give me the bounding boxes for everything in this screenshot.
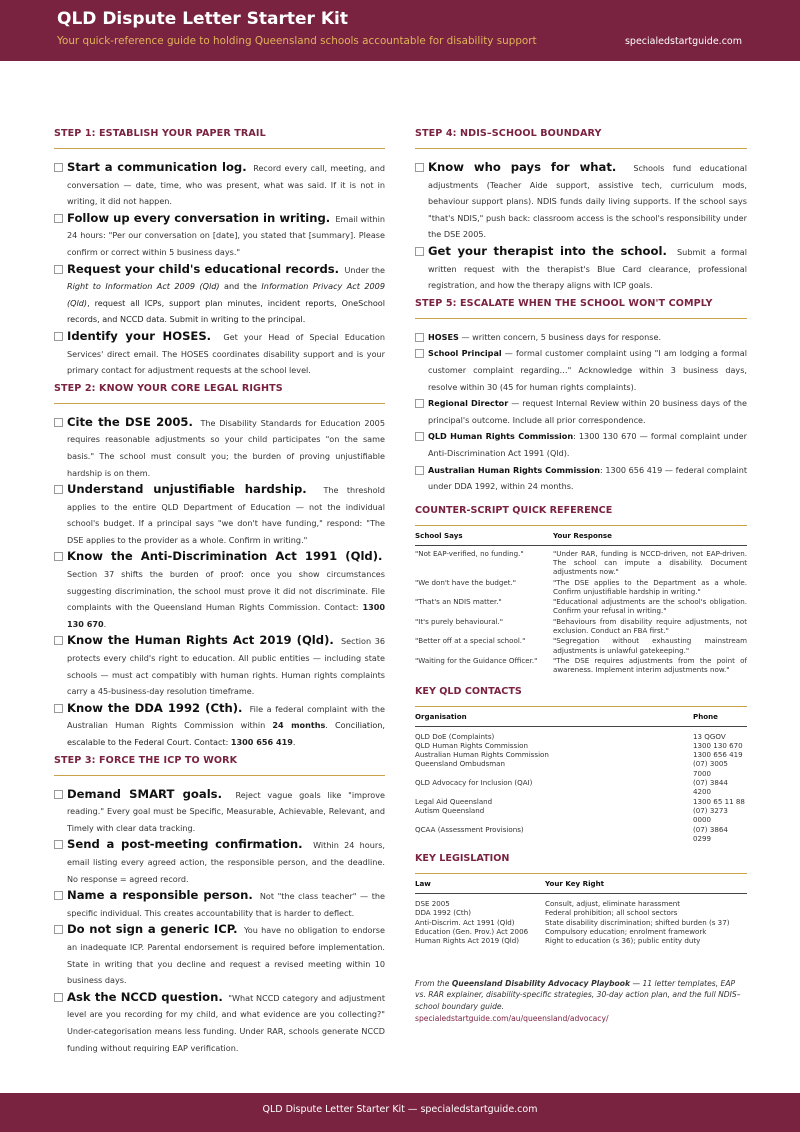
table-row: QLD Human Rights Commission 1300 130 670 [415, 740, 743, 750]
table-row: DSE 2005 Consult, adjust, eliminate harassment [415, 899, 681, 909]
checkbox-icon[interactable] [54, 418, 63, 427]
contacts-heading: KEY QLD CONTACTS [415, 685, 522, 697]
counter-script-heading: COUNTER-SCRIPT QUICK REFERENCE [415, 504, 613, 516]
table-row: QCAA (Assessment Provisions) (07) 3864 0299 [415, 824, 728, 843]
table-header: School Says [415, 526, 553, 546]
checkbox-icon[interactable] [415, 349, 424, 358]
checklist-item[interactable]: School Principal — formal customer complaint using "I am lodging a formal customer complaint regarding…" Acknowledge within 3 business days, resolve within 30 (45 for human rights complaints). [415, 345, 747, 395]
checklist-item[interactable]: Start a communication log. Record every call, meeting, and conversation — date, time, who was present, what was said. If it is not in writing, it did not happen. [54, 159, 385, 210]
table-row: Queensland Ombudsman (07) 3005 7000 [415, 759, 728, 778]
table-row: QLD Advocacy for Inclusion (QAI) (07) 3844 4200 [415, 778, 728, 797]
checkbox-icon[interactable] [54, 925, 63, 934]
checkbox-icon[interactable] [415, 399, 424, 408]
checkbox-icon[interactable] [54, 265, 63, 274]
legislation-table [415, 873, 747, 945]
legislation-heading: KEY LEGISLATION [415, 853, 510, 865]
checklist-item[interactable]: Name a responsible person. Not "the class teacher" — the specific individual. This creates accountability that is harder to deflect. [54, 887, 385, 921]
checklist-item[interactable]: Demand SMART goals. Reject vague goals like "improve reading." Every goal must be Specific, Measurable, Achievable, Relevant, and Timely with clear data tracking. [54, 786, 385, 837]
checkbox-icon[interactable] [415, 333, 424, 342]
checklist-item[interactable]: Australian Human Rights Commission: 1300 656 419 — federal complaint under DDA 1992, within 24 months. [415, 462, 747, 495]
table-row: "Waiting for the Guidance Officer." "The DSE requires adjustments from the point of awareness. Implement interim adjustments now." [415, 655, 747, 675]
checklist-item[interactable]: Do not sign a generic ICP. You have no obligation to endorse an inadequate ICP. Parental endorsement is required before implementation. State in writing that you decline and request a revised meeting within 10 business days. [54, 921, 385, 988]
contacts-table [415, 706, 747, 844]
checklist-item[interactable]: Cite the DSE 2005. The Disability Standards for Education 2005 requires reasonable adjustments so your child participates "on the same basis." The school must consult you; the burden of proving unjustifiable hardship is on them. [54, 414, 385, 481]
checklist-item[interactable]: Send a post-meeting confirmation. Within 24 hours, email listing every agreed action, the responsible person, and the deadline. No response = agreed record. [54, 836, 385, 887]
checklist-item[interactable]: Regional Director — request Internal Review within 20 business days of the principal's outcome. Include all prior correspondence. [415, 395, 747, 428]
header-site-link[interactable]: specialedstartguide.com [624, 36, 742, 47]
right-column [415, 128, 747, 1023]
table-row: Human Rights Act 2019 (Qld) Right to education (s 36); public entity duty [415, 936, 701, 946]
checkbox-icon[interactable] [54, 790, 63, 799]
step5-heading: STEP 5: ESCALATE WHEN THE SCHOOL WON'T COMPLY [415, 298, 747, 319]
checkbox-icon[interactable] [415, 163, 424, 172]
table-row: Legal Aid Queensland 1300 65 11 88 [415, 796, 745, 806]
checkbox-icon[interactable] [54, 636, 63, 645]
checkbox-icon[interactable] [415, 247, 424, 256]
table-row: Education (Gen. Prov.) Act 2006 Compulsory education; enrolment framework [415, 927, 707, 936]
table-row: "We don't have the budget." "The DSE applies to the Department as a whole. Confirm unjustifiable hardship in writing." [415, 577, 747, 596]
checkbox-icon[interactable] [415, 466, 424, 475]
page-subtitle: Your quick-reference guide to holding Queensland schools accountable for disability support [57, 35, 537, 47]
step2-heading: STEP 2: KNOW YOUR CORE LEGAL RIGHTS [54, 383, 385, 404]
page-title: QLD Dispute Letter Starter Kit [57, 9, 348, 29]
checkbox-icon[interactable] [54, 163, 63, 172]
playbook-note: From the Queensland Disability Advocacy Playbook — 11 letter templates, EAP vs. RAR explainer, disability-specific strategies, 30-day action plan, and the full NDIS–school boundary guide. [415, 978, 741, 1011]
checklist-item[interactable]: Know the DDA 1992 (Cth). File a federal complaint with the Australian Human Rights Commission within 24 months. Conciliation, escalable to the Federal Court. Contact: 1300 656 419. [54, 700, 385, 751]
checklist-item[interactable]: Know who pays for what. Schools fund educational adjustments (Teacher Aide support, assistive tech, curriculum mods, behaviour support plans). NDIS funds daily living supports. If the school says "that's NDIS," push back: classroom access is the school's responsibility under the DSE 2005. [415, 159, 747, 243]
table-row: "It's purely behavioural." "Behaviours from disability require adjustments, not exclusion. Conduct an FBA first." [415, 616, 747, 636]
checklist-item[interactable]: Know the Anti-Discrimination Act 1991 (Qld). Section 37 shifts the burden of proof: once you show circumstances suggesting discrimination, the school must prove it did not discriminate. File complaints with the Queensland Human Rights Commission. Contact: 1300 130 670. [54, 548, 385, 632]
checkbox-icon[interactable] [415, 432, 424, 441]
checklist-item[interactable]: Ask the NCCD question. "What NCCD category and adjustment level are you recording for my child, and what evidence are you collecting?" Under-categorisation means less funding. Under RAR, schools generate NCCD funding without requiring EAP verification. [54, 989, 385, 1056]
checkbox-icon[interactable] [54, 704, 63, 713]
checklist-item[interactable]: Follow up every conversation in writing. Email within 24 hours: "Per our conversation on [date], you stated that [summary]. Please confirm or correct within 5 business days." [54, 210, 385, 261]
table-header: Phone [693, 707, 747, 727]
checkbox-icon[interactable] [54, 891, 63, 900]
table-row: Australian Human Rights Commission 1300 656 419 [415, 750, 743, 760]
checklist-item[interactable]: Identify your HOSES. Get your Head of Special Education Services' direct email. The HOSES coordinates disability support and is your primary contact for adjustment requests at the school level. [54, 328, 385, 379]
checkbox-icon[interactable] [54, 993, 63, 1002]
table-row: QLD DoE (Complaints) 13 QGOV [415, 731, 726, 741]
table-header: Your Key Right [545, 874, 747, 894]
table-header: Law [415, 874, 545, 894]
table-row: Autism Queensland (07) 3273 0000 [415, 805, 728, 825]
playbook-link[interactable]: specialedstartguide.com/au/queensland/advocacy/ [415, 1014, 609, 1024]
table-row: DDA 1992 (Cth) Federal prohibition; all school sectors [415, 908, 678, 918]
table-row: Anti-Discrim. Act 1991 (Qld) State disability discrimination; shifted burden (s 37) [415, 917, 730, 927]
left-column [54, 128, 385, 1056]
table-row: "That's an NDIS matter." "Educational adjustments are the school's obligation. Confirm your refusal in writing." [415, 597, 747, 616]
page-footer: QLD Dispute Letter Starter Kit — specialedstartguide.com [0, 1093, 800, 1132]
step3-heading: STEP 3: FORCE THE ICP TO WORK [54, 755, 385, 776]
step1-heading: STEP 1: ESTABLISH YOUR PAPER TRAIL [54, 128, 385, 149]
checklist-item[interactable]: Get your therapist into the school. Submit a formal written request with the therapist's Blue Card clearance, professional registration, and how the therapy aligns with ICP goals. [415, 243, 747, 294]
checklist-item[interactable]: Understand unjustifiable hardship. The threshold applies to the entire QLD Department of Education — not the individual school's budget. If a principal says "we don't have funding," respond: "The DSE applies to the provider as a whole. Confirm in writing." [54, 481, 385, 548]
step4-heading: STEP 4: NDIS–SCHOOL BOUNDARY [415, 128, 747, 149]
checkbox-icon[interactable] [54, 214, 63, 223]
table-row: "Better off at a special school." "Segregation without exhausting mainstream adjustments is unlawful gatekeeping." [415, 636, 747, 655]
counter-script-table [415, 525, 747, 676]
checklist-item[interactable]: Request your child's educational records. Under the Right to Information Act 2009 (Qld) and the Information Privacy Act 2009 (Qld), request all ICPs, support plan minutes, incident reports, OneSchool records, and NCCD data. Submit in writing to the principal. [54, 261, 385, 328]
table-row: "Not EAP-verified, no funding." "Under RAR, funding is NCCD-driven, not EAP-driven. The school can impute a disability. Document adjustments now." [415, 548, 747, 577]
checkbox-icon[interactable] [54, 485, 63, 494]
checkbox-icon[interactable] [54, 332, 63, 341]
table-header: Your Response [553, 526, 747, 546]
checkbox-icon[interactable] [54, 840, 63, 849]
checklist-item[interactable]: Know the Human Rights Act 2019 (Qld). Section 36 protects every child's right to education. All public entities — including state schools — must act compatibly with human rights. Human rights complaints carry a 45-business-day resolution timeframe. [54, 632, 385, 699]
page-header [0, 0, 800, 61]
table-header: Organisation [415, 707, 693, 727]
checkbox-icon[interactable] [54, 552, 63, 561]
checklist-item[interactable]: QLD Human Rights Commission: 1300 130 670 — formal complaint under Anti-Discrimination Act 1991 (Qld). [415, 428, 747, 461]
checklist-item[interactable]: HOSES — written concern, 5 business days for response. [415, 329, 747, 346]
